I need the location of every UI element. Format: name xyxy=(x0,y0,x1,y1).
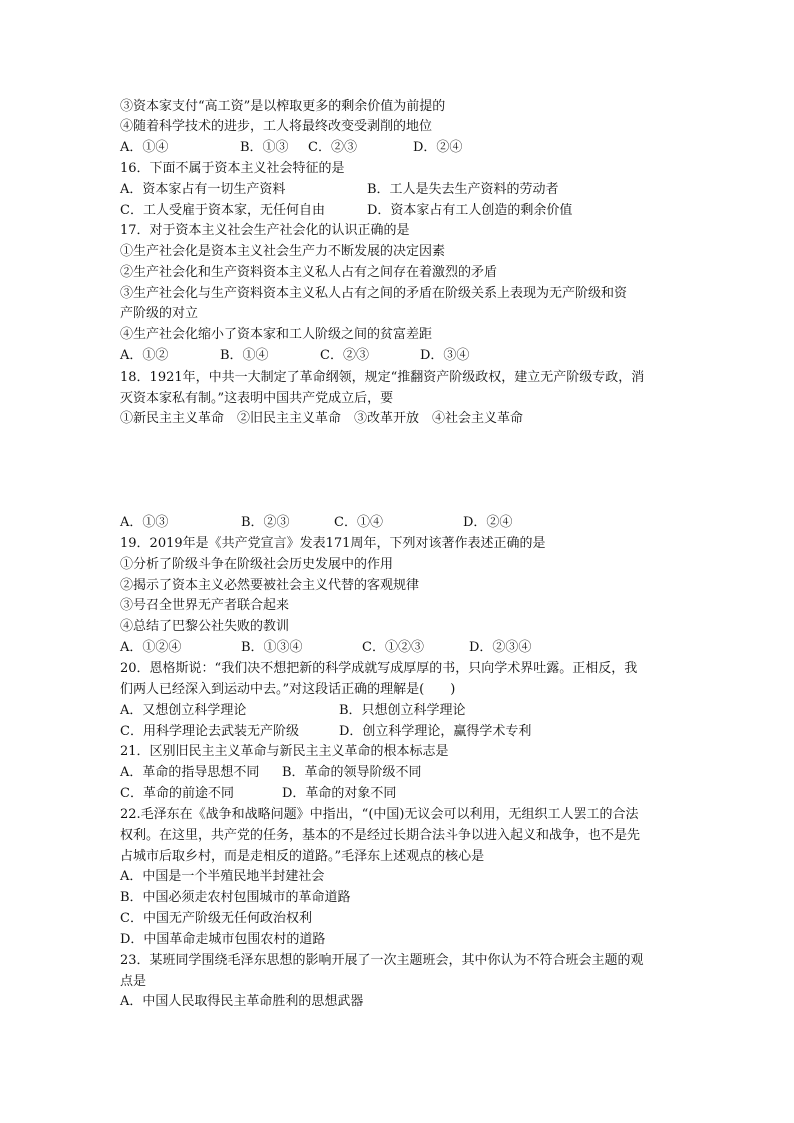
option-a: A．①② xyxy=(120,348,169,363)
option-b: B．革命的领导阶级不同 xyxy=(282,765,422,780)
option-d: D．③④ xyxy=(420,348,470,363)
option-c: C．①②③ xyxy=(362,640,424,655)
option-b: B．只想创立科学理论 xyxy=(339,703,466,718)
option-b: B．中国必须走农村包围城市的革命道路 xyxy=(120,890,351,905)
option-c: C．中国无产阶级无任何政治权利 xyxy=(120,911,312,926)
text-line: ①新民主主义革命 ②旧民主主义革命 ③改革开放 ④社会主义革命 xyxy=(120,411,524,426)
option-d: D．创立科学理论，赢得学术专利 xyxy=(339,724,532,739)
option-d: D．资本家占有工人创造的剩余价值 xyxy=(367,203,573,218)
option-d: D．中国革命走城市包围农村的道路 xyxy=(120,932,326,947)
option-b: B．①③④ xyxy=(241,640,303,655)
question-16: 16．下面不属于资本主义社会特征的是 xyxy=(120,161,345,176)
option-c: C．革命的前途不同 xyxy=(120,786,234,801)
text-line: 占城市后取乡村，而是走相反的道路。”毛泽东上述观点的核心是 xyxy=(120,849,485,864)
option-a: A．中国是一个半殖民地半封建社会 xyxy=(120,869,325,884)
text-line: ②生产社会化和生产资料资本主义私人占有之间存在着激烈的矛盾 xyxy=(120,265,498,280)
text-line: 灭资本家私有制。”这表明中国共产党成立后，要 xyxy=(120,391,394,406)
option-d: D．革命的对象不同 xyxy=(282,786,397,801)
option-a: A．①④ xyxy=(120,140,169,155)
question-23: 23．某班同学围绕毛泽东思想的影响开展了一次主题班会，其中你认为不符合班会主题的观 xyxy=(120,953,644,968)
option-b: B．①③ xyxy=(240,140,289,155)
option-c: C．工人受雇于资本家，无任何自由 xyxy=(120,203,325,218)
option-b: B．工人是失去生产资料的劳动者 xyxy=(367,182,559,197)
text-line: ②揭示了资本主义必然要被社会主义代替的客观规律 xyxy=(120,578,420,593)
option-b: B．②③ xyxy=(241,515,290,530)
option-a: A．革命的指导思想不同 xyxy=(120,765,260,780)
option-a: A．中国人民取得民主革命胜利的思想武器 xyxy=(120,994,364,1009)
text-line: 产阶级的对立 xyxy=(120,306,199,321)
question-21: 21．区别旧民主主义革命与新民主主义革命的根本标志是 xyxy=(120,744,449,759)
text-line: 们两人已经深入到运动中去。”对这段话正确的理解是( ) xyxy=(120,682,456,697)
option-c: C．②③ xyxy=(320,348,369,363)
option-d: D．②④ xyxy=(413,140,463,155)
text-line: ④随着科学技术的进步，工人将最终改变受剥削的地位 xyxy=(120,119,433,134)
text-line: ③生产社会化与生产资料资本主义私人占有之间的矛盾在阶级关系上表现为无产阶级和资 xyxy=(120,286,628,301)
text-line: ③资本家支付“高工资”是以榨取更多的剩余价值为前提的 xyxy=(120,99,446,114)
option-d: D．②③④ xyxy=(469,640,532,655)
question-19: 19．2019年是《共产党宣言》发表171周年，下列对该著作表述正确的是 xyxy=(120,536,546,551)
text-line: ①生产社会化是资本主义社会生产力不断发展的决定因素 xyxy=(120,244,446,259)
text-line: ①分析了阶级斗争在阶级社会历史发展中的作用 xyxy=(120,557,394,572)
text-line: ④总结了巴黎公社失败的教训 xyxy=(120,619,290,634)
question-18: 18．1921年，中共一大制定了革命纲领，规定“推翻资产阶级政权，建立无产阶级专政，消 xyxy=(120,370,645,385)
text-line: ③号召全世界无产者联合起来 xyxy=(120,598,290,613)
option-b: B．①④ xyxy=(220,348,269,363)
text-line: ④生产社会化缩小了资本家和工人阶级之间的贫富差距 xyxy=(120,327,433,342)
option-a: A．①③ xyxy=(120,515,169,530)
question-17: 17．对于资本主义社会生产社会化的认识正确的是 xyxy=(120,223,410,238)
option-c: C．①④ xyxy=(334,515,383,530)
option-d: D．②④ xyxy=(463,515,513,530)
question-20: 20．恩格斯说：“我们决不想把新的科学成就写成厚厚的书，只向学术界吐露。正相反，我 xyxy=(120,661,638,676)
option-a: A．资本家占有一切生产资料 xyxy=(120,182,286,197)
option-c: C．②③ xyxy=(308,140,357,155)
text-line: 权利。在这里，共产党的任务，基本的不是经过长期合法斗争以进入起义和战争，也不是先 xyxy=(120,828,641,843)
option-a: A．①②④ xyxy=(120,640,182,655)
text-line: 点是 xyxy=(120,974,147,989)
option-c: C．用科学理论去武装无产阶级 xyxy=(120,724,299,739)
option-a: A．又想创立科学理论 xyxy=(120,703,247,718)
question-22: 22.毛泽东在《战争和战略问题》中指出，“(中国)无议会可以利用，无组织工人罢工的合法 xyxy=(120,807,639,822)
